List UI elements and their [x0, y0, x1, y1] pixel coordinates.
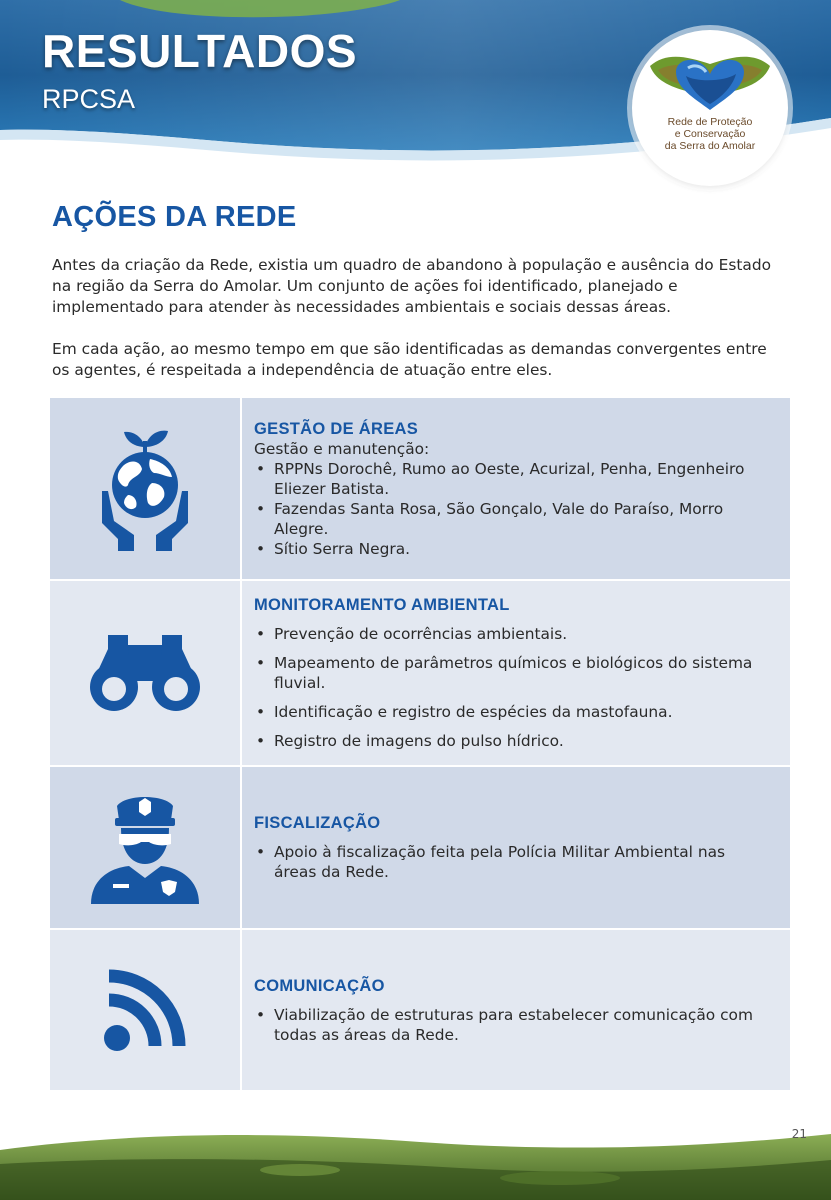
- text-cell: [242, 767, 790, 928]
- table-row: [50, 767, 790, 930]
- footer-landscape-image: [0, 1120, 831, 1200]
- signal-icon: [103, 968, 187, 1052]
- text-cell: [242, 581, 790, 765]
- text-cell: [242, 398, 790, 579]
- bullet-list: [254, 459, 772, 559]
- icon-cell: [50, 581, 242, 765]
- row-title: MONITORAMENTO AMBIENTAL: [254, 596, 510, 614]
- logo-text-line: e Conservação: [674, 128, 746, 140]
- globe-hands-icon: [90, 425, 200, 553]
- list-item: • Identificação e registro de espécies da mastofauna.: [254, 702, 772, 722]
- icon-cell: [50, 398, 242, 579]
- list-item: • Apoio à fiscalização feita pela Polícia Militar Ambiental nas áreas da Rede.: [254, 842, 772, 882]
- row-subtitle: Gestão e manutenção:: [254, 439, 430, 458]
- actions-table: [50, 398, 790, 1090]
- list-item: • Fazendas Santa Rosa, São Gonçalo, Vale do Paraíso, Morro Alegre.: [254, 499, 772, 539]
- table-row: [50, 581, 790, 767]
- list-item: • Sítio Serra Negra.: [254, 539, 772, 559]
- logo-text-line: Rede de Proteção: [667, 116, 753, 128]
- bullet-list: [254, 833, 772, 882]
- page-title: RESULTADOS: [42, 25, 358, 77]
- police-officer-icon: [89, 792, 201, 904]
- list-item: • Registro de imagens do pulso hídrico.: [254, 731, 772, 751]
- list-item: • Viabilização de estruturas para estabelecer comunicação com todas as áreas da Rede.: [254, 1005, 772, 1045]
- table-row: [50, 398, 790, 581]
- section-title: AÇÕES DA REDE: [52, 201, 297, 233]
- rpcsa-logo: [632, 30, 788, 186]
- bullet-list: [254, 615, 772, 751]
- icon-cell: [50, 767, 242, 928]
- row-title: GESTÃO DE ÁREAS: [254, 419, 419, 438]
- row-title: FISCALIZAÇÃO: [254, 814, 381, 832]
- table-row: [50, 930, 790, 1090]
- page-subtitle: RPCSA: [42, 84, 136, 114]
- heart-logo-icon: [646, 48, 774, 114]
- logo-text: [632, 116, 788, 152]
- list-item: • RPPNs Dorochê, Rumo ao Oeste, Acurizal, Penha, Engenheiro Eliezer Batista.: [254, 459, 772, 499]
- icon-cell: [50, 930, 242, 1090]
- logo-text-line: da Serra do Amolar: [664, 140, 756, 152]
- intro-paragraph: Antes da criação da Rede, existia um quadro de abandono à população e ausência do Estado na região da Serra do Amolar. Um conjunto de ações foi identificado, planejado e implementado para atender às necessidades ambientais e sociais dessas áreas.: [52, 256, 772, 316]
- intro-paragraph: Em cada ação, ao mesmo tempo em que são identificadas as demandas convergentes entre os agentes, é respeitada a independência de atuação entre eles.: [52, 340, 767, 379]
- binoculars-icon: [88, 635, 202, 711]
- text-cell: [242, 930, 790, 1090]
- list-item: • Prevenção de ocorrências ambientais.: [254, 624, 772, 644]
- bullet-list: [254, 996, 772, 1045]
- list-item: • Mapeamento de parâmetros químicos e biológicos do sistema fluvial.: [254, 653, 772, 693]
- row-title: COMUNICAÇÃO: [254, 976, 385, 995]
- page-number: 21: [791, 1127, 807, 1141]
